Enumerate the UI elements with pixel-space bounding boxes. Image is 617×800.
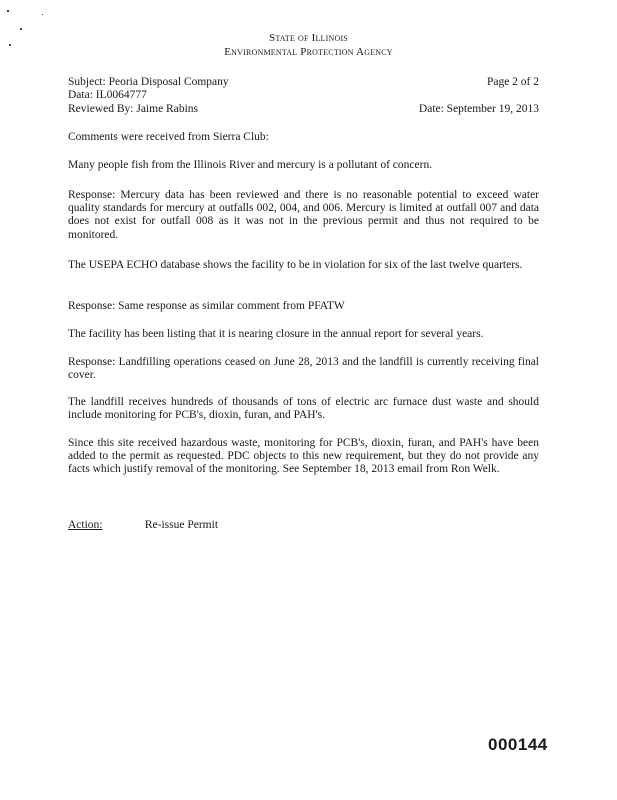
date-line: Date: September 19, 2013 (418, 103, 539, 115)
intro-paragraph: Comments were received from Sierra Club: (68, 131, 269, 143)
page-number: Page 2 of 2 (486, 76, 539, 88)
header-agency: Environmental Protection Agency (224, 46, 393, 58)
meta-row-subject (68, 76, 539, 88)
permit-data-line: Data: IL0064777 (68, 89, 147, 101)
comment-paragraph: The USEPA ECHO database shows the facility to be in violation for six of the last twelve quarters. (68, 259, 523, 271)
bates-number: 000144 (488, 735, 548, 754)
header-state: State of Illinois (269, 32, 348, 44)
action-row (68, 519, 218, 531)
reviewed-by-line: Reviewed By: Jaime Rabins (68, 103, 198, 115)
subject-line: Subject: Peoria Disposal Company (68, 76, 229, 88)
comment-paragraph: The landfill receives hundreds of thousands of tons of electric arc furnace dust waste and should include monitoring for PCB's, dioxin, furan, and PAH's. (68, 396, 539, 422)
response-paragraph: Response: Landfilling operations ceased on June 28, 2013 and the landfill is currently receiving final cover. (68, 356, 539, 382)
meta-row-reviewed (68, 103, 539, 115)
scan-speck (20, 28, 22, 30)
response-paragraph: Response: Mercury data has been reviewed and there is no reasonable potential to exceed water quality standards for mercury at outfalls 002, 004, and 006. Mercury is limited at outfall 007 and data does not exist for outfall 008 as it was not in the previous permit and thus not required to be monitored. (68, 189, 539, 241)
comment-paragraph: Many people fish from the Illinois River and mercury is a pollutant of concern. (68, 159, 433, 171)
action-value: Re-issue Permit (144, 519, 219, 531)
meta-row-data (68, 89, 539, 101)
scan-speck (42, 14, 43, 15)
response-paragraph: Since this site received hazardous waste, monitoring for PCB's, dioxin, furan, and PAH's have been added to the permit as requested. PDC objects to this new requirement, but they do not provide any facts which justify removal of the monitoring. See September 18, 2013 email from Ron Welk. (68, 437, 539, 476)
scan-speck (7, 10, 9, 12)
response-paragraph: Response: Same response as similar comment from PFATW (68, 300, 345, 312)
action-label: Action: (68, 519, 103, 531)
comment-paragraph: The facility has been listing that it is nearing closure in the annual report for several years. (68, 328, 484, 340)
